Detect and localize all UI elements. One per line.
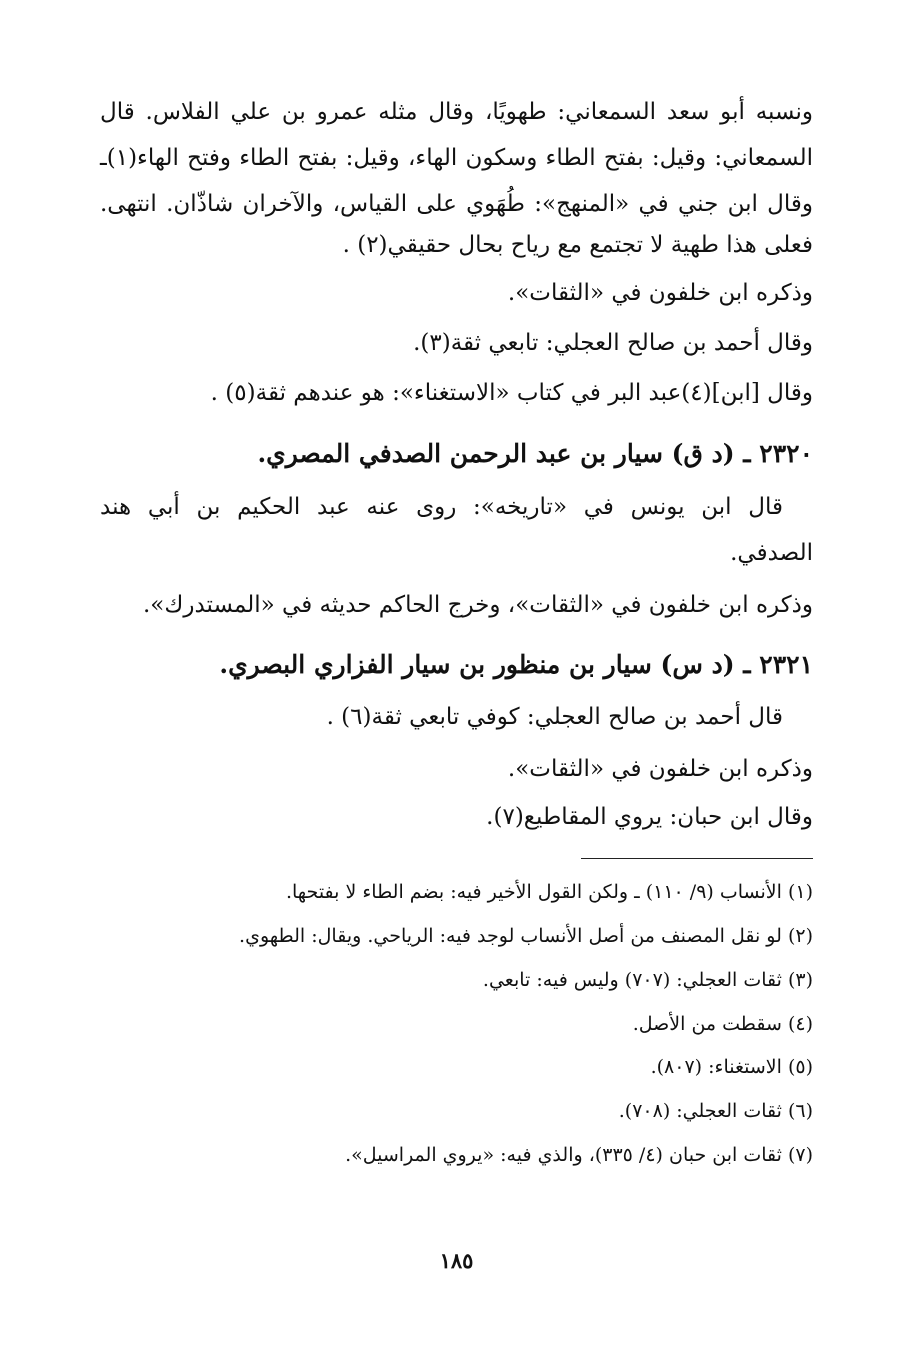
body-line: وقال ابن جني في «المنهج»: طُهَوي على القياس، والآخران شاذّان. انتهى. [100, 191, 813, 217]
footnote: (٥) الاستغناء: (٨٠٧). [650, 1056, 813, 1078]
body-line: ونسبه أبو سعد السمعاني: طهويًا، وقال مثله عمرو بن علي الفلاس. قال [100, 99, 813, 125]
body-line: وقال أحمد بن صالح العجلي: تابعي ثقة(٣). [413, 330, 813, 356]
body-line: وقال [ابن](٤)عبد البر في كتاب «الاستغناء»: هو عندهم ثقة(٥) . [210, 380, 813, 406]
entry-heading: ٢٣٢١ ـ (د س) سيار بن منظور بن سيار الفزاري البصري. [219, 650, 813, 679]
footnote: (٤) سقطت من الأصل. [632, 1013, 813, 1035]
footnote: (٣) ثقات العجلي: (٧٠٧) وليس فيه: تابعي. [482, 969, 813, 991]
footnote: (١) الأنساب (٩/ ١١٠) ـ ولكن القول الأخير فيه: بضم الطاء لا بفتحها. [285, 881, 813, 903]
footnote: (٧) ثقات ابن حبان (٤/ ٣٣٥)، والذي فيه: «يروي المراسيل». [345, 1144, 813, 1166]
body-line: السمعاني: وقيل: بفتح الطاء وسكون الهاء، وقيل: بفتح الطاء وفتح الهاء(١)ـ [100, 145, 813, 171]
body-line: قال أحمد بن صالح العجلي: كوفي تابعي ثقة(٦) . [326, 704, 783, 730]
footnote-separator [581, 858, 813, 859]
footnote: (٢) لو نقل المصنف من أصل الأنساب لوجد فيه: الرياحي. ويقال: الطهوي. [239, 925, 813, 947]
body-line: وذكره ابن خلفون في «الثقات»، وخرج الحاكم حديثه في «المستدرك». [143, 592, 813, 618]
body-line: الصدفي. [730, 540, 813, 566]
entry-heading: ٢٣٢٠ ـ (د ق) سيار بن عبد الرحمن الصدفي المصري. [257, 439, 813, 468]
body-line: وذكره ابن خلفون في «الثقات». [507, 756, 813, 782]
body-line: فعلى هذا طهية لا تجتمع مع رياح بحال حقيقي(٢) . [342, 232, 813, 258]
body-line: وذكره ابن خلفون في «الثقات». [507, 280, 813, 306]
body-line: وقال ابن حبان: يروي المقاطيع(٧). [486, 804, 813, 830]
page-number: ١٨٥ [439, 1248, 474, 1273]
body-line: قال ابن يونس في «تاريخه»: روى عنه عبد الحكيم بن أبي هند [100, 494, 783, 520]
footnote: (٦) ثقات العجلي: (٧٠٨). [618, 1100, 813, 1122]
